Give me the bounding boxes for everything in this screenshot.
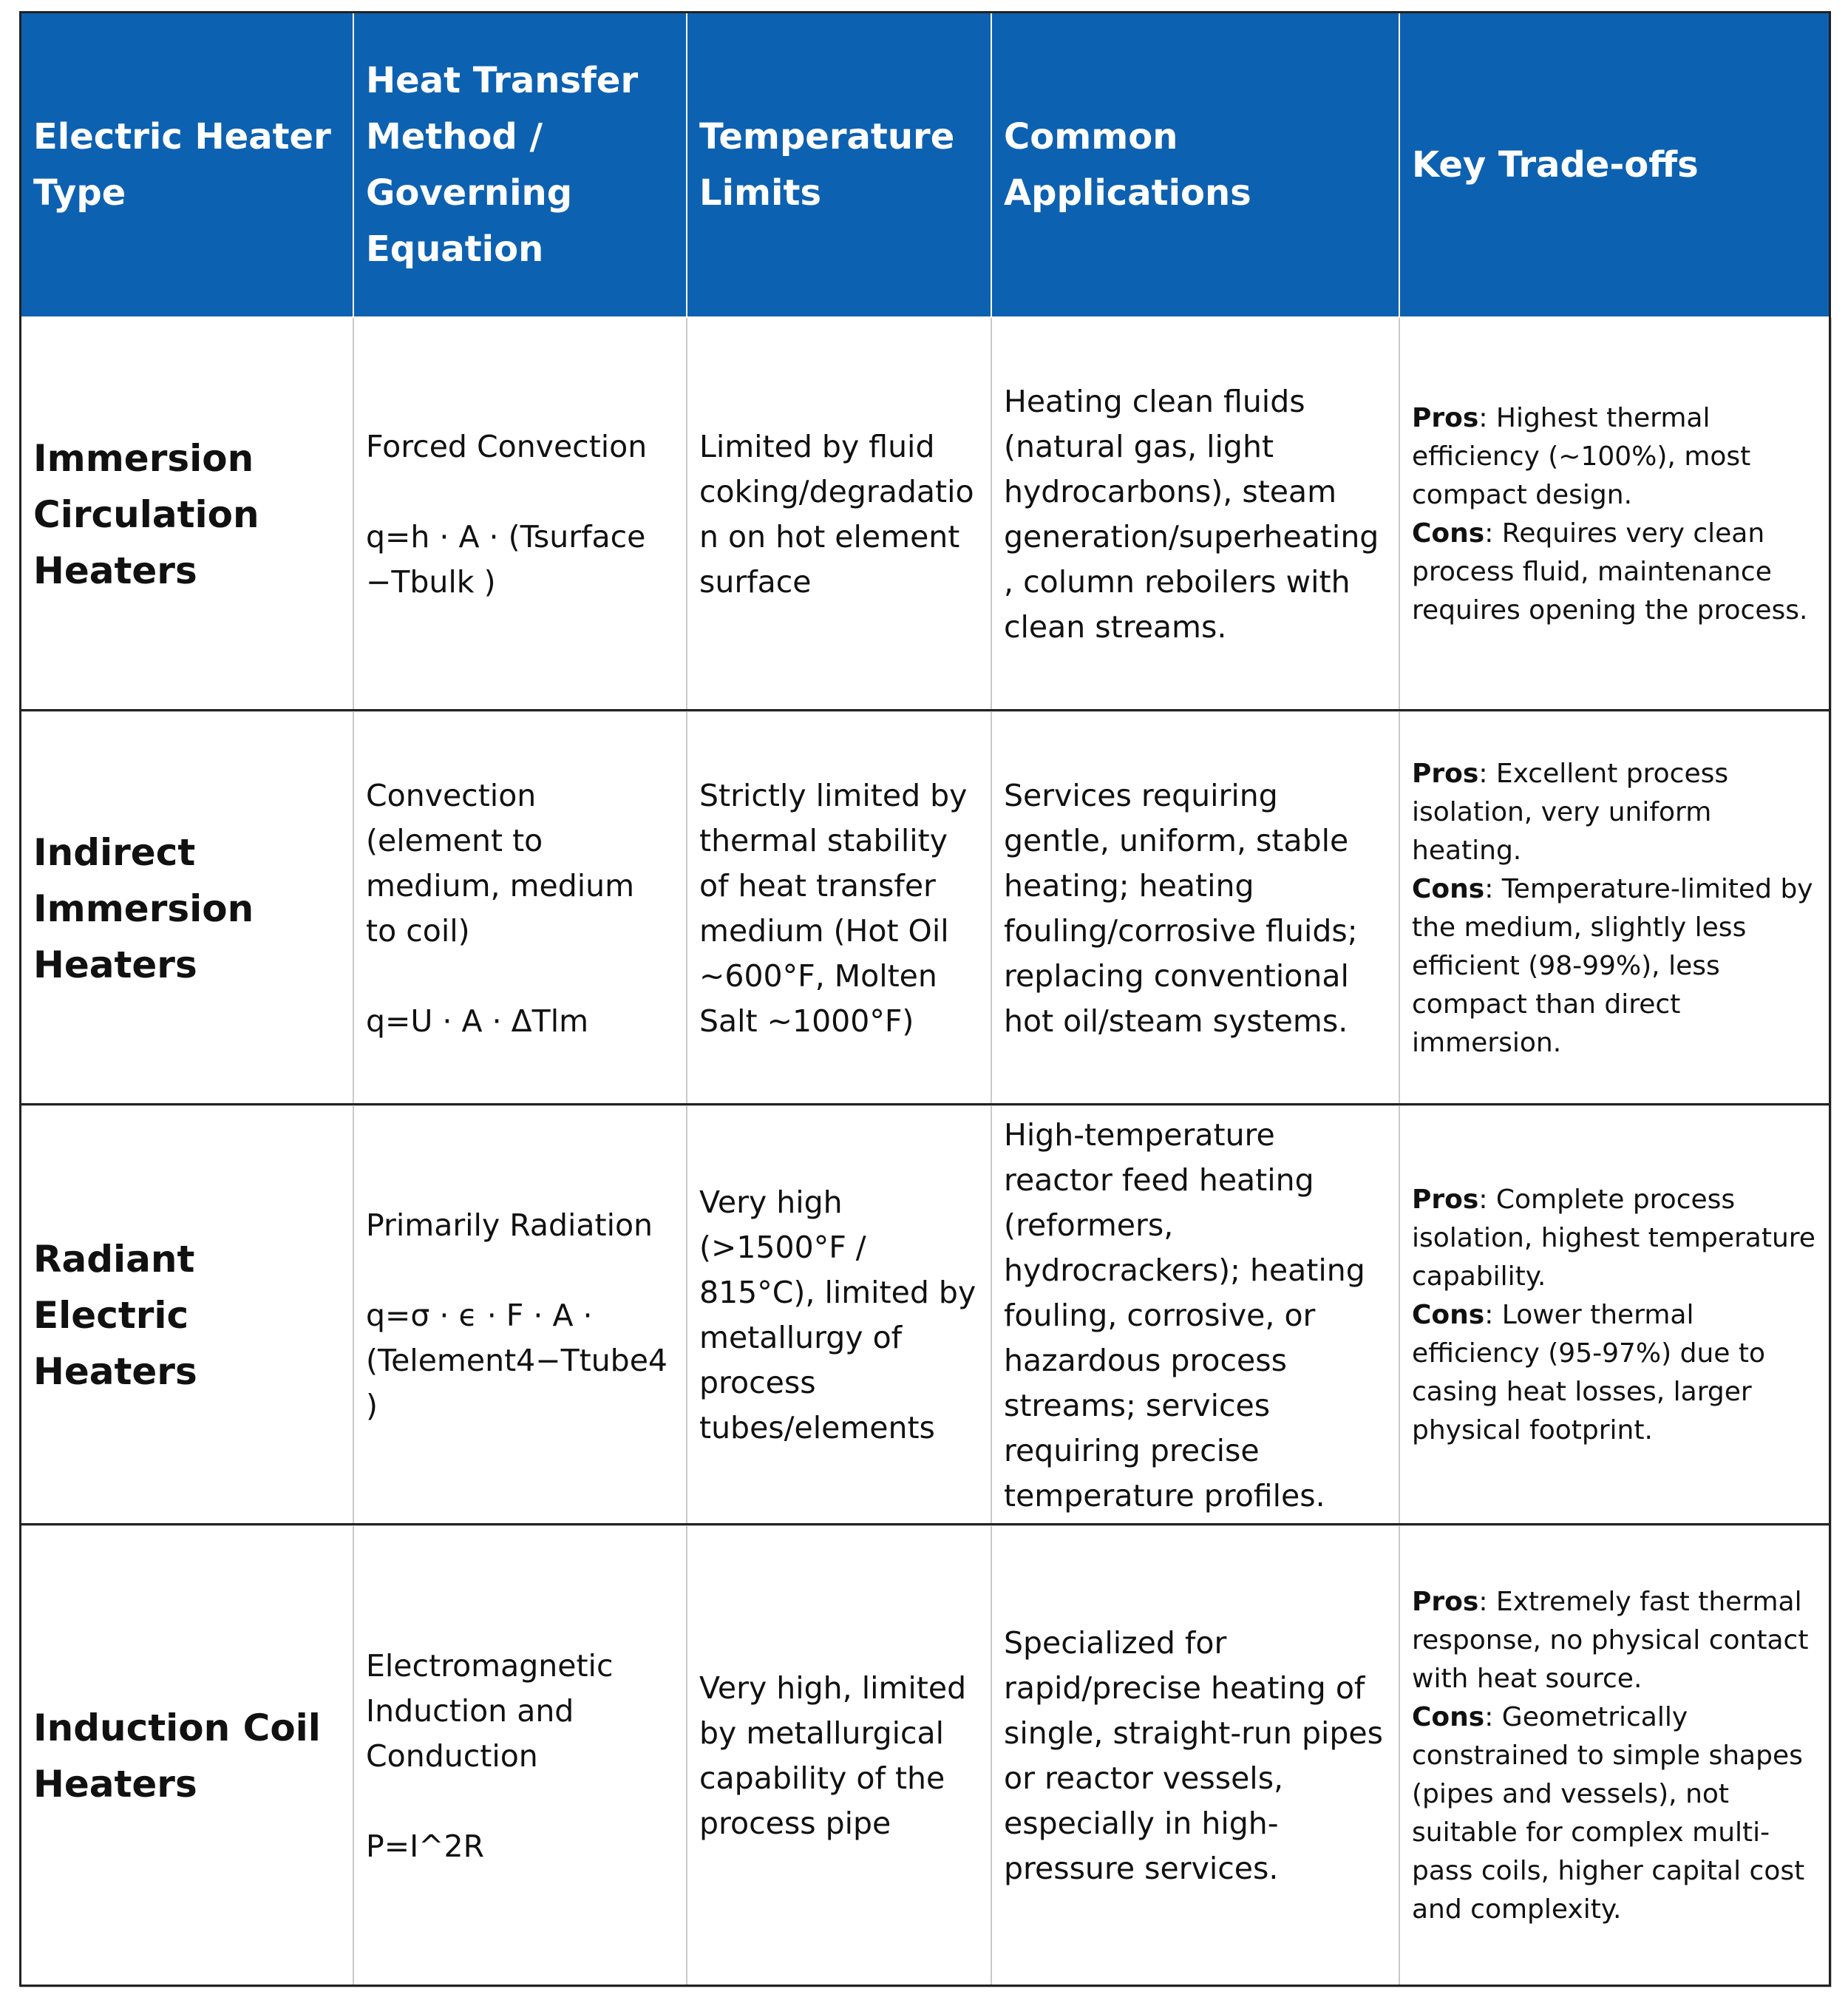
- pros-label: Pros: [1412, 1184, 1479, 1215]
- equation-text: q=σ · ϵ · F · A · (Telement4−Ttube4): [366, 1297, 668, 1423]
- equation-text: P=I^2R: [366, 1828, 485, 1864]
- method-cell: [353, 1105, 687, 1525]
- heater-type-cell: Indirect Immersion Heaters: [21, 711, 353, 1105]
- temperature-limits-cell: Strictly limited by thermal stability of heat transfer medium (Hot Oil ~600°F, Molten Salt ~1000°F): [687, 711, 991, 1105]
- applications-cell: Specialized for rapid/precise heating of single, straight-run pipes or reactor vessels, especially in high-pressure services.: [991, 1525, 1399, 1987]
- temperature-limits-cell: Very high, limited by metallurgical capability of the process pipe: [687, 1525, 991, 1987]
- header-row: [21, 13, 1831, 317]
- equation-text: q=h · A · (Tsurface −Tbulk ): [366, 518, 646, 600]
- trade-offs-cell: [1399, 1105, 1831, 1525]
- row-divider: [19, 709, 1831, 711]
- table-row: [21, 1105, 1831, 1525]
- temperature-limits-cell: Very high (>1500°F / 815°C), limited by metallurgy of process tubes/elements: [687, 1105, 991, 1525]
- method-text: Convection (element to medium, medium to coil): [366, 777, 635, 949]
- trade-offs-cell: [1399, 317, 1831, 711]
- method-text: Forced Convection: [366, 428, 648, 464]
- method-cell: [353, 1525, 687, 1987]
- cons-label: Cons: [1412, 873, 1485, 904]
- cons-label: Cons: [1412, 518, 1485, 549]
- header-heat-transfer-method: Heat Transfer Method / Governing Equation: [353, 13, 687, 317]
- row-divider: [19, 1523, 1831, 1525]
- pros-text: : Highest thermal efficiency (~100%), most compact design.: [1412, 402, 1751, 510]
- table-row: [21, 317, 1831, 711]
- pros-text: : Extremely fast thermal response, no physical contact with heat source.: [1412, 1587, 1809, 1694]
- equation-text: q=U · A · ΔTlm: [366, 1003, 589, 1039]
- cons-text: : Geometrically constrained to simple shapes (pipes and vessels), not suitable for complex multi-pass coils, higher capital cost and complexity.: [1412, 1702, 1805, 1925]
- header-common-applications: Common Applications: [991, 13, 1399, 317]
- table-row: [21, 711, 1831, 1105]
- applications-cell: High-temperature reactor feed heating (reformers, hydrocrackers); heating fouling, corrosive, or hazardous process streams; services requiring precise temperature profiles.: [991, 1105, 1399, 1525]
- cons-label: Cons: [1412, 1702, 1485, 1732]
- applications-cell: Services requiring gentle, uniform, stable heating; heating fouling/corrosive fluids; replacing conventional hot oil/steam systems.: [991, 711, 1399, 1105]
- trade-offs-cell: [1399, 711, 1831, 1105]
- table-row: [21, 1525, 1831, 1987]
- temperature-limits-cell: Limited by fluid coking/degradation on hot element surface: [687, 317, 991, 711]
- cons-label: Cons: [1412, 1300, 1485, 1330]
- method-text: Primarily Radiation: [366, 1207, 653, 1243]
- heater-type-cell: Immersion Circulation Heaters: [21, 317, 353, 711]
- header-key-trade-offs: Key Trade-offs: [1399, 13, 1831, 317]
- row-divider: [19, 1103, 1831, 1105]
- heater-type-cell: Radiant Electric Heaters: [21, 1105, 353, 1525]
- header-temperature-limits: Temperature Limits: [687, 13, 991, 317]
- method-cell: [353, 317, 687, 711]
- applications-cell: Heating clean fluids (natural gas, light hydrocarbons), steam generation/superheating, column reboilers with clean streams.: [991, 317, 1399, 711]
- trade-offs-cell: [1399, 1525, 1831, 1987]
- cons-text: : Temperature-limited by the medium, slightly less efficient (98-99%), less compact than direct immersion.: [1412, 873, 1813, 1058]
- heater-type-cell: Induction Coil Heaters: [21, 1525, 353, 1987]
- method-text: Electromagnetic Induction and Conduction: [366, 1647, 614, 1774]
- heater-comparison-table: [20, 12, 1832, 1987]
- pros-label: Pros: [1412, 402, 1479, 433]
- pros-text: : Excellent process isolation, very uniform heating.: [1412, 758, 1729, 866]
- pros-label: Pros: [1412, 1587, 1479, 1617]
- pros-label: Pros: [1412, 758, 1479, 789]
- cons-text: : Lower thermal efficiency (95-97%) due to casing heat losses, larger physical footprint.: [1412, 1300, 1766, 1446]
- header-heater-type: Electric Heater Type: [21, 13, 353, 317]
- cons-text: : Requires very clean process fluid, maintenance requires opening the process.: [1412, 518, 1808, 626]
- method-cell: [353, 711, 687, 1105]
- pros-text: : Complete process isolation, highest temperature capability.: [1412, 1184, 1815, 1292]
